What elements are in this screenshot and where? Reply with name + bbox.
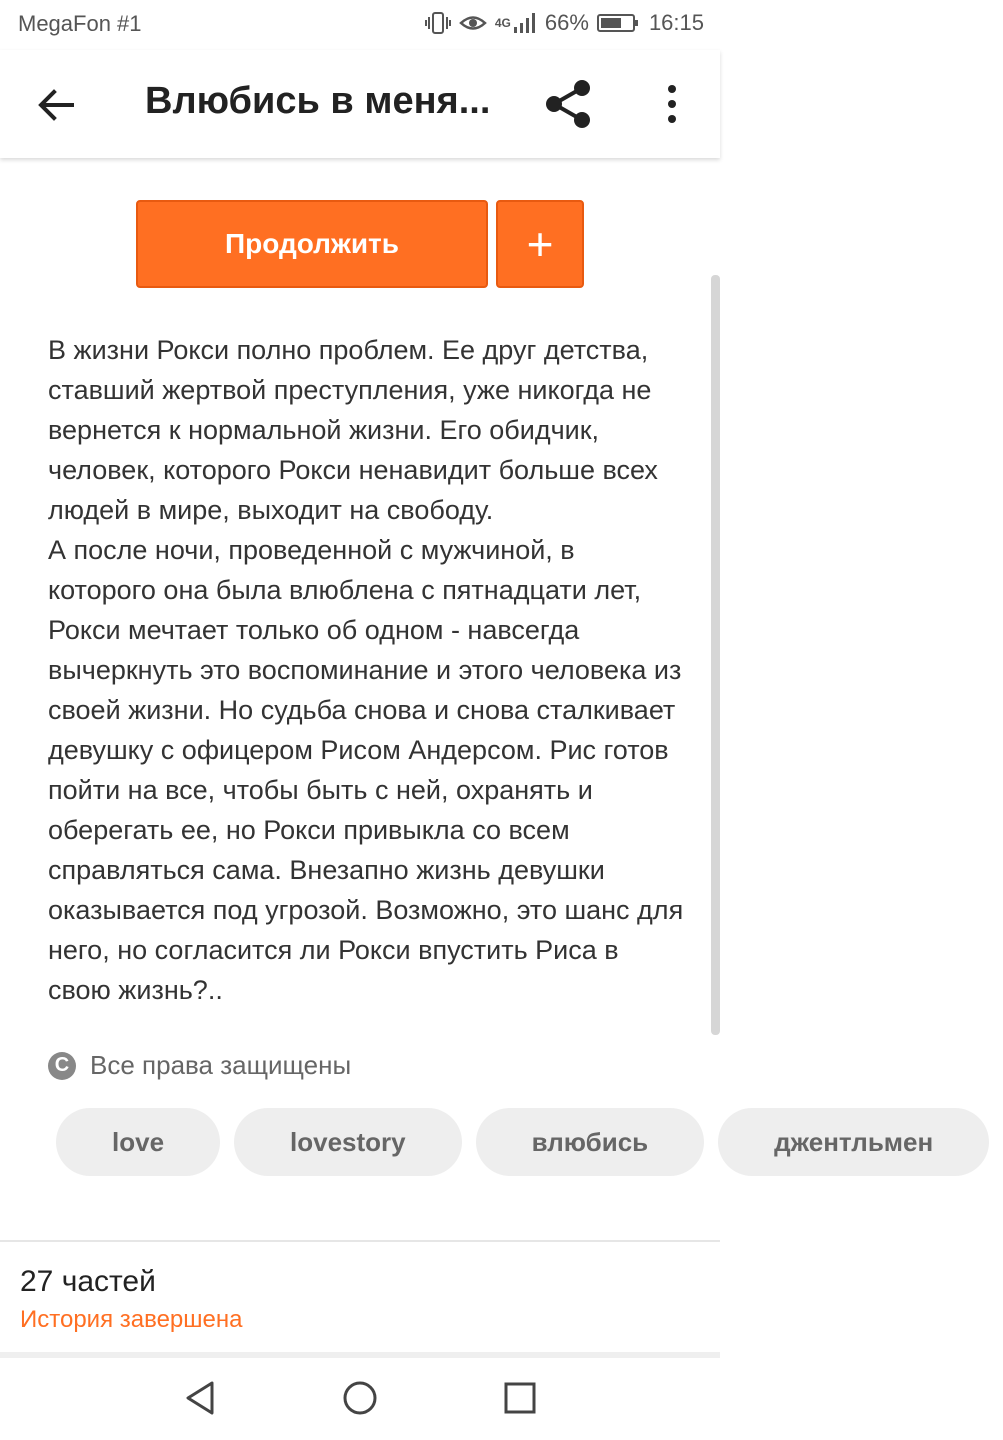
- copyright-icon: C: [48, 1052, 76, 1080]
- battery-icon: [597, 14, 635, 32]
- nav-recents-icon[interactable]: [500, 1378, 540, 1418]
- story-status: История завершена: [20, 1306, 243, 1333]
- tag-chip[interactable]: lovestory: [234, 1108, 462, 1176]
- share-icon[interactable]: [542, 78, 594, 130]
- clock: 16:15: [648, 10, 704, 35]
- nav-back-icon[interactable]: [180, 1378, 220, 1418]
- parts-count[interactable]: 27 частей: [20, 1265, 156, 1298]
- tag-chip[interactable]: love: [56, 1108, 220, 1176]
- status-icons: [425, 10, 704, 36]
- tag-chip[interactable]: влюбись: [476, 1108, 705, 1176]
- add-to-library-button[interactable]: +: [496, 200, 584, 288]
- nav-home-icon[interactable]: [340, 1378, 380, 1418]
- story-description: [48, 330, 688, 1010]
- copyright-text: Все права защищены: [90, 1050, 352, 1080]
- more-options-icon[interactable]: [655, 82, 689, 126]
- carrier-name: MegaFon #1: [18, 11, 142, 36]
- copyright-notice: [48, 1050, 351, 1081]
- app-bar: [0, 50, 720, 158]
- system-navigation-bar: [0, 1358, 720, 1440]
- section-divider: [0, 1240, 720, 1242]
- description-paragraph: В жизни Рокси полно проблем. Ее друг детства, ставший жертвой преступления, уже никогда не вернется к нормальной жизни. Его обидчик, человек, которого Рокси ненавидит больше всех людей в мире, выходит на свободу.: [48, 335, 658, 525]
- tag-chip[interactable]: джентльмен: [718, 1108, 989, 1176]
- scrollbar[interactable]: [711, 275, 720, 1035]
- eye-comfort-icon: [459, 12, 487, 34]
- battery-percent: 66%: [544, 10, 589, 35]
- tag-list: [56, 1108, 934, 1176]
- status-bar: [0, 0, 720, 50]
- continue-reading-button[interactable]: Продолжить: [136, 200, 488, 288]
- network-type: 4G: [494, 16, 511, 30]
- vibrate-icon: [425, 11, 451, 35]
- page-title: Влюбись в меня...: [145, 80, 491, 122]
- back-arrow-icon[interactable]: [34, 84, 76, 126]
- signal-icon: [513, 12, 537, 34]
- description-paragraph: А после ночи, проведенной с мужчиной, в которого она была влюблена с пятнадцати лет, Рокси мечтает только об одном - навсегда вычеркнуть это воспоминание и этого человека из своей жизни. Но судьба снова и снова сталкивает девушку с офицером Рисом Андерсом. Рис готов пойти на все, чтобы быть с ней, охранять и оберегать ее, но Рокси привыкла со всем справляться сама. Внезапно жизнь девушки оказывается под угрозой. Возможно, это шанс для него, но согласится ли Рокси впустить Риса в свою жизнь?..: [48, 535, 684, 1005]
